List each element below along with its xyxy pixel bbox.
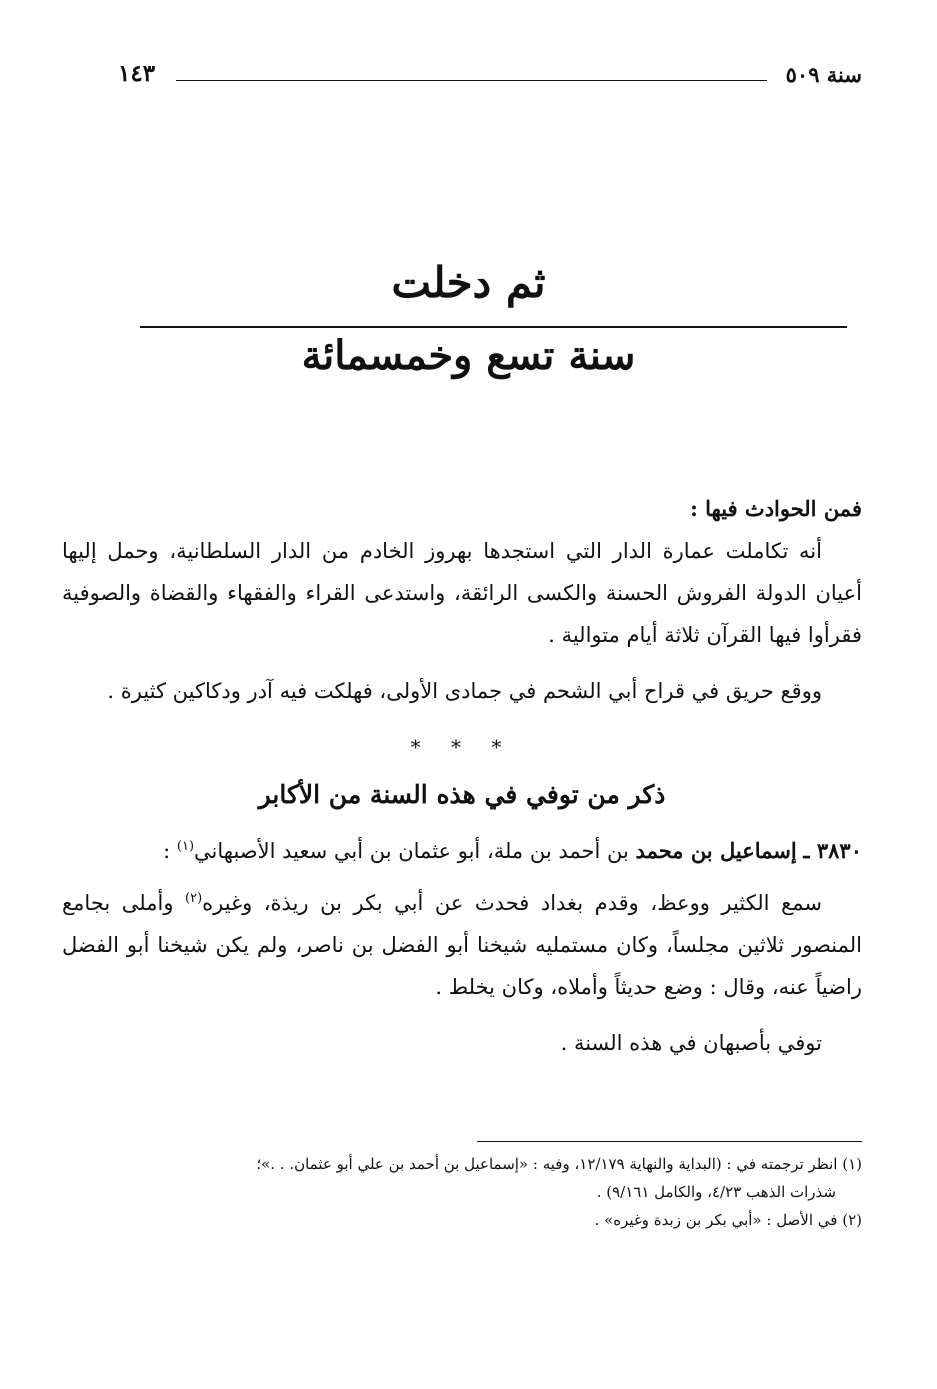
chapter-heading-year: سنة تسع وخمسمائة [301,332,636,379]
death-line: توفي بأصبهان في هذه السنة . [560,1031,822,1055]
chapter-heading-top: ثم دخلت [391,258,546,307]
entry-number: ٣٨٣٠ ـ [803,838,862,863]
footnote-ref-2: (٢) [185,891,203,906]
footnote-1-line-1: (١) انظر ترجمته في : (البداية والنهاية ١٢/١٧٩، وفيه : «إسماعيل بن أحمد بن علي أبو عثمان. . .»؛ [256,1155,862,1173]
biography-paragraph [62,878,862,1008]
footnote-2: (٢) في الأصل : «أبي بكر بن زبدة وغيره» . [594,1211,862,1229]
events-paragraph-2: ووقع حريق في قراح أبي الشحم في جمادى الأولى، فهلكت فيه آدر ودكاكين كثيرة . [107,679,822,703]
biography-text-a: سمع الكثير ووعظ، وقدم بغداد فحدث عن أبي بكر بن ريذة، وغيره [202,891,822,915]
biography-text-b: وأملى بجامع المنصور ثلاثين مجلساً، وكان مستمليه شيخنا أبو الفضل بن ناصر، ولم يكن شيخنا أبو الفضل راضياً عنه، وقال : وضع حديثاً وأملاه، وكان يخلط . [62,891,862,999]
footnotes [70,1150,862,1234]
biography-entry-heading [62,826,862,872]
entry-name: إسماعيل بن محمد [635,838,797,863]
main-text [62,488,862,1064]
page-number: ١٤٣ [118,60,156,87]
footnote-1-line-2: شذرات الذهب ٤/٢٣، والكامل ٩/١٦١) . [596,1183,836,1201]
footnote-ref-1: (١) [176,839,195,854]
section-separator: * * * [410,735,514,759]
events-label: فمن الحوادث فيها : [690,496,862,521]
running-header [118,62,862,98]
deaths-heading: ذكر من توفي في هذه السنة من الأكابر [258,780,666,809]
events-paragraph-1: أنه تكاملت عمارة الدار التي استجدها بهروز الخادم من الدار السلطانية، وحمل إليها أعيان الدولة الفروش الحسنة والكسى الرائقة، واستدعى القراء والفقهاء والقضاة والصوفية فقرأوا فيها القرآن ثلاثة أيام متوالية . [62,539,862,647]
footnote-rule [477,1141,862,1142]
chapter-heading-rule [140,326,847,328]
entry-lineage: بن أحمد بن ملة، أبو عثمان بن أبي سعيد الأصبهاني [194,839,629,863]
header-rule [176,80,767,81]
header-year-label: سنة ٥٠٩ [785,62,862,87]
entry-colon: : [163,839,177,863]
